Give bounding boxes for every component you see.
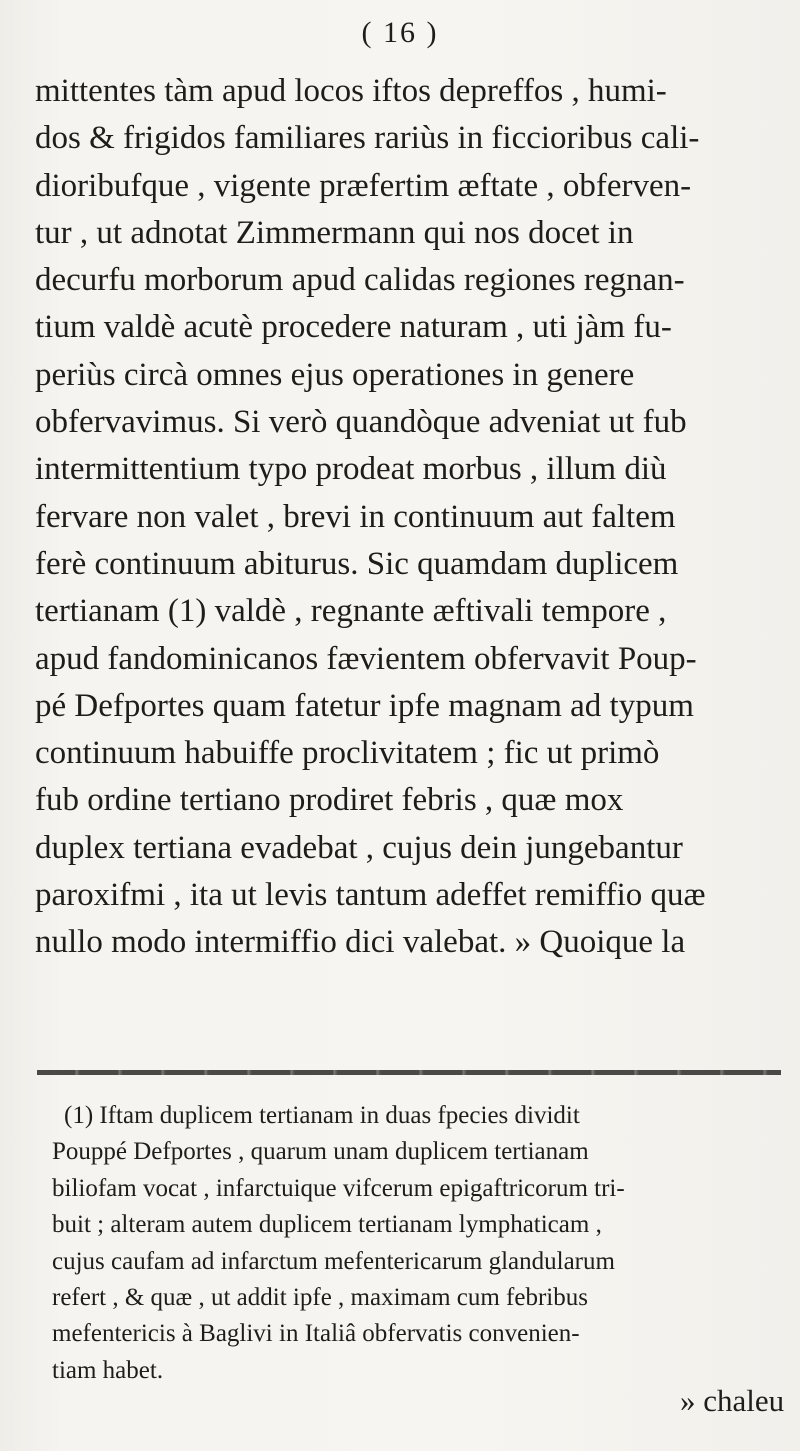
text-line: tium valdè acutè procedere naturam , uti jàm fu- [35,309,672,346]
footnote-line: (1) Iftam duplicem tertianam in duas fpecies dividit [64,1102,580,1129]
text-line: duplex tertiana evadebat , cujus dein jungebantur [35,829,683,866]
text-line: obfervavimus. Si verò quandòque adveniat ut fub [35,404,687,441]
text-line: decurfu morborum apud calidas regiones regnan- [35,262,685,299]
text-line: continuum habuiffe proclivitatem ; fic ut primò [35,735,660,772]
page-number: ( 16 ) [361,16,439,49]
text-line: tur , ut adnotat Zimmermann qui nos docet in [35,214,634,251]
text-line: pé Defportes quam fatetur ipfe magnam ad typum [35,687,694,724]
text-line: ferè continuum abiturus. Sic quamdam duplicem [35,545,679,582]
footnote-line: biliofam vocat , infarctuique vifcerum epigaftricorum tri- [52,1174,625,1202]
text-line: dos & frigidos familiares rariùs in ficcioribus cali- [35,120,700,157]
footnote-line: cujus caufam ad infarctum mefentericarum glandularum [52,1247,615,1275]
footnote-line: Pouppé Defportes , quarum unam duplicem tertianam [52,1138,589,1166]
footnote-separator-rule [37,1070,781,1075]
footnote-line: buit ; alteram autem duplicem tertianam lymphaticam , [52,1211,602,1239]
text-line: dioribufque , vigente præfertim æftate , obferven- [35,167,692,204]
footnote-line: tiam habet. [52,1356,164,1384]
text-line: apud fandominicanos fævientem obfervavit Poup- [35,640,697,677]
text-line: intermittentium typo prodeat morbus , illum diù [35,451,667,488]
catchword: » chaleu [680,1383,785,1418]
footnote-line: mefentericis à Baglivi in Italiâ obfervatis convenien- [52,1320,580,1348]
text-line: paroxifmi , ita ut levis tantum adeffet remiffio quæ [35,877,706,914]
text-line: tertianam (1) valdè , regnante æftivali tempore , [35,593,667,630]
footnote-block [52,1098,780,1389]
text-line: nullo modo intermiffio dici valebat. » Quoique la [35,924,686,961]
text-line: periùs circà omnes ejus operationes in genere [35,356,635,393]
text-line: fervare non valet , brevi in continuum aut faltem [35,498,676,535]
footnote-line: refert , & quæ , ut addit ipfe , maximam cum febribus [52,1283,588,1311]
text-line: fub ordine tertiano prodiret febris , quæ mox [35,782,624,819]
main-text-block [35,68,775,967]
text-line: mittentes tàm apud locos iftos depreffos , humi- [35,73,667,109]
